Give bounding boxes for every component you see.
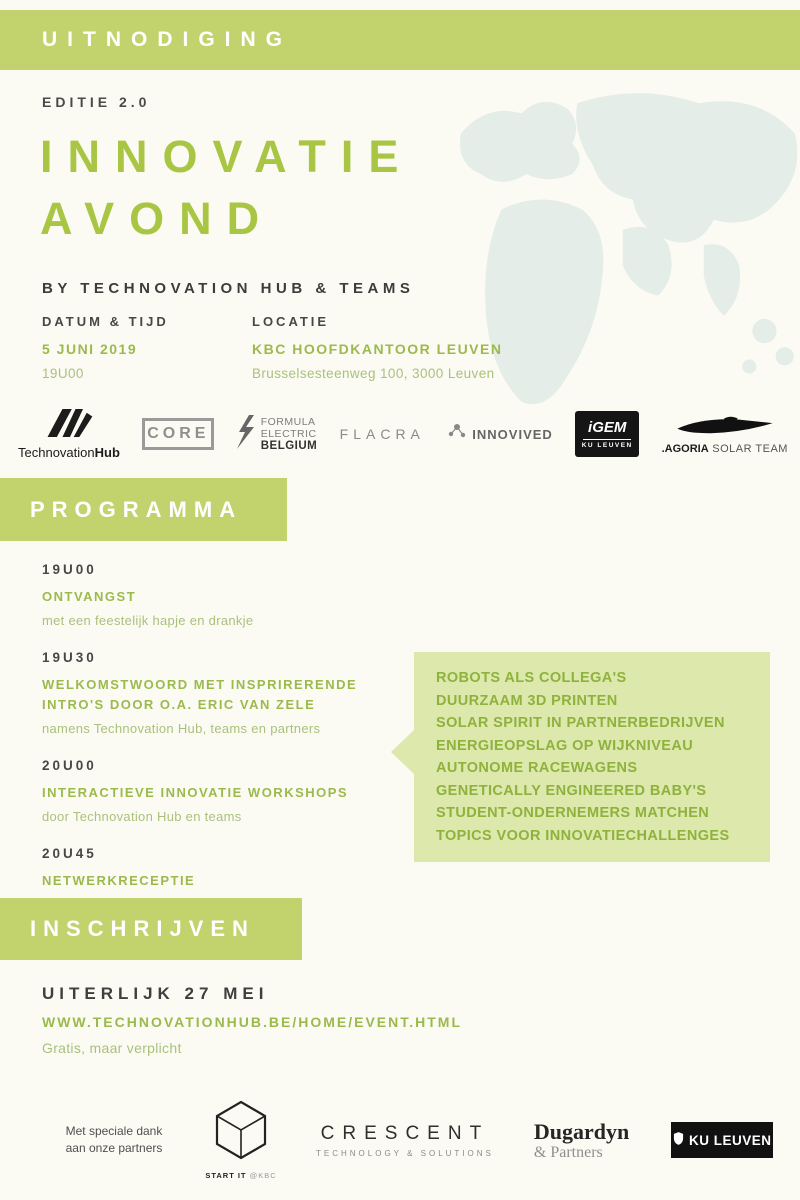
program-time: 20U45: [42, 846, 97, 861]
hexagon-icon: [214, 1100, 268, 1165]
core-box-icon: [142, 418, 214, 450]
logo-dugardyn-partners: [534, 1119, 629, 1162]
registration-note: Gratis, maar verplicht: [42, 1040, 182, 1056]
crescent-label: CRESCENT: [320, 1122, 490, 1144]
program-title: INTERACTIEVE INNOVATIE WORKSHOPS: [42, 785, 349, 800]
igem-box-icon: [575, 411, 639, 457]
inschrijven-banner: [0, 898, 302, 960]
formula-word: FORMULA: [260, 416, 316, 428]
program-time: 19U30: [42, 650, 97, 665]
programma-banner: [0, 478, 287, 541]
thanks-text: Met speciale dank aan onze partners: [65, 1124, 163, 1155]
innovived-label: INNOVIVED: [472, 426, 553, 442]
agoria-solar-team-label: [662, 443, 788, 455]
igem-label: iGEM: [588, 419, 627, 436]
crescent-tagline: TECHNOLOGY & SOLUTIONS: [316, 1148, 494, 1158]
logo-crescent: [316, 1123, 494, 1158]
formula-electric-belgium-label: [261, 416, 318, 452]
molecule-icon: [447, 422, 467, 447]
program-time: 20U00: [42, 758, 97, 773]
location-label: LOCATIE: [252, 314, 330, 329]
inschrijven-banner-label: INSCHRIJVEN: [30, 916, 255, 941]
agoria-word: .AGORIA: [661, 442, 709, 455]
start-it-word: START IT: [205, 1171, 247, 1180]
uitnodiging-banner: [0, 10, 800, 70]
event-byline: BY TECHNOVATION HUB & TEAMS: [42, 280, 415, 297]
topic-line: ENERGIEOPSLAG OP WIJKNIVEAU: [436, 737, 694, 754]
event-title-line2: AVOND: [40, 193, 275, 244]
speech-bubble-tail: [391, 730, 414, 774]
igem-kuleuven-label: KU LEUVEN: [581, 442, 633, 449]
program-time: 19U00: [42, 562, 97, 577]
solar-team-word: SOLAR TEAM: [708, 442, 788, 455]
hub-word: Hub: [94, 444, 120, 460]
dugardyn-label: Dugardyn: [533, 1118, 630, 1144]
logo-innovived: [447, 422, 553, 447]
footer-partners-row: [0, 1090, 800, 1190]
program-description: namens Technovation Hub, teams en partners: [42, 721, 321, 736]
logo-start-it-kbc: [202, 1100, 280, 1180]
dugardyn-partners-label: & Partners: [533, 1143, 603, 1161]
program-list: [42, 562, 442, 912]
event-title: [40, 126, 413, 250]
topic-line: ROBOTS ALS COLLEGA'S: [436, 670, 627, 686]
logo-formula-electric-belgium: [237, 415, 318, 454]
registration-url-link[interactable]: WWW.TECHNOVATIONHUB.BE/HOME/EVENT.HTML: [42, 1014, 463, 1030]
belgium-word: BELGIUM: [260, 440, 318, 452]
core-label: CORE: [147, 425, 210, 442]
technovation-word: Technovation: [18, 444, 95, 460]
logo-ku-leuven: [671, 1122, 773, 1158]
topic-line: SOLAR SPIRIT IN PARTNERBEDRIJVEN: [436, 715, 725, 731]
electric-word: ELECTRIC: [260, 428, 317, 440]
event-title-line1: INNOVATIE: [40, 131, 414, 182]
lightning-bolt-icon: [237, 415, 255, 454]
shield-icon: [673, 1131, 684, 1149]
uitnodiging-banner-label: UITNODIGING: [42, 28, 292, 51]
flacra-label: FLACRA: [339, 426, 425, 442]
program-title: WELKOMSTWOORD MET INSPRIRERENDE INTRO'S DOOR O.A. ERIC VAN ZELE: [42, 677, 358, 712]
logo-core: [142, 418, 214, 450]
program-title: NETWERKRECEPTIE: [42, 873, 196, 888]
registration-deadline: UITERLIJK 27 MEI: [42, 984, 269, 1003]
edition-label: EDITIE 2.0: [42, 94, 151, 110]
topics-speech-bubble: [414, 652, 770, 862]
logo-technovation-hub: [18, 409, 120, 460]
event-date: 5 JUNI 2019: [42, 341, 138, 357]
location-block: [252, 314, 502, 381]
topic-line: STUDENT-ONDERNEMERS MATCHEN: [436, 805, 710, 821]
logo-agoria-solar-team: [662, 414, 788, 455]
kbc-word: @KBC: [249, 1171, 277, 1180]
start-it-kbc-label: [205, 1171, 276, 1180]
logo-flacra: [340, 426, 425, 442]
program-title: ONTVANGST: [42, 589, 137, 604]
datetime-block: [42, 314, 169, 381]
igem-divider: [583, 439, 631, 440]
datetime-label: DATUM & TIJD: [42, 314, 169, 329]
programma-banner-label: PROGRAMMA: [30, 496, 243, 522]
event-time: 19U00: [42, 366, 84, 381]
logo-igem-ku-leuven: [575, 411, 639, 457]
topic-line: TOPICS VOOR INNOVATIECHALLENGES: [436, 827, 730, 844]
topic-line: GENETICALLY ENGINEERED BABY'S: [436, 782, 707, 799]
topic-line: AUTONOME RACEWAGENS: [436, 760, 638, 776]
topic-line: DUURZAAM 3D PRINTEN: [436, 692, 618, 709]
solar-car-icon: [669, 414, 781, 441]
program-description: door Technovation Hub en teams: [42, 809, 242, 824]
venue-name: KBC HOOFDKANTOOR LEUVEN: [252, 341, 503, 357]
venue-address: Brusselsesteenweg 100, 3000 Leuven: [252, 366, 495, 381]
flame-icon: [42, 409, 96, 442]
technovation-hub-label: [18, 445, 120, 460]
partner-logos-row: [18, 398, 788, 470]
ku-leuven-label: KU LEUVEN: [688, 1132, 772, 1148]
program-description: met een feestelijk hapje en drankje: [42, 613, 254, 628]
